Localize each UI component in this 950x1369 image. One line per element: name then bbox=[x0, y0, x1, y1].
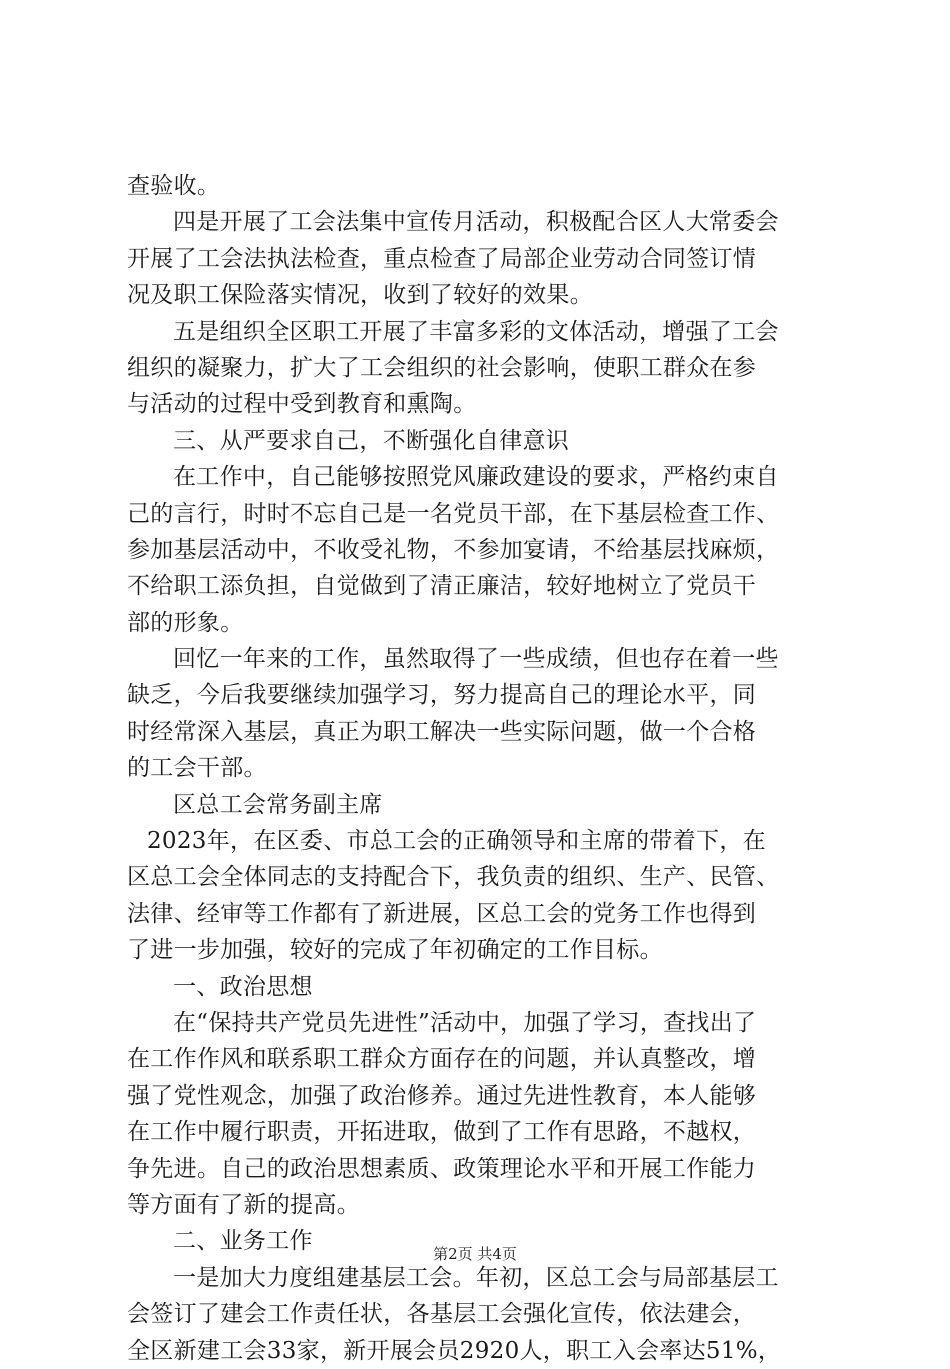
text-line: 参加基层活动中，不收受礼物，不参加宴请，不给基层找麻烦， bbox=[127, 536, 780, 563]
text-line: 况及职工保险落实情况，收到了较好的效果。 bbox=[127, 282, 593, 309]
text-line: 开展了工会法执法检查，重点检查了局部企业劳动合同签订情 bbox=[127, 245, 757, 272]
text-line: 五是组织全区职工开展了丰富多彩的文体活动，增强了工会 bbox=[173, 318, 779, 345]
text-line: 时经常深入基层，真正为职工解决一些实际问题，做一个合格 bbox=[127, 718, 757, 745]
text-line: 法律、经审等工作都有了新进展，区总工会的党务工作也得到 bbox=[127, 900, 757, 927]
section-heading: 三、从严要求自己，不断强化自律意识 bbox=[173, 427, 570, 454]
text-line: 与活动的过程中受到教育和熏陶。 bbox=[127, 391, 477, 418]
section-heading: 一、政治思想 bbox=[173, 973, 313, 1000]
text-line: 强了党性观念，加强了政治修养。通过先进性教育，本人能够 bbox=[127, 1082, 757, 1109]
text-line: 等方面有了新的提高。 bbox=[127, 1191, 360, 1218]
text-line: 了进一步加强，较好的完成了年初确定的工作目标。 bbox=[127, 937, 663, 964]
text-line: 2023年，在区委、市总工会的正确领导和主席的带着下，在 bbox=[147, 828, 766, 855]
text-line: 四是开展了工会法集中宣传月活动，积极配合区人大常委会 bbox=[173, 209, 779, 236]
text-line: 在工作中履行职责，开拓进取，做到了工作有思路，不越权， bbox=[127, 1119, 757, 1146]
text-line: 在工作中，自己能够按照党风廉政建设的要求，严格约束自 bbox=[173, 464, 779, 491]
text-line: 会签订了建会工作责任状，各基层工会强化宣传，依法建会， bbox=[127, 1301, 757, 1328]
text-line: 在“保持共产党员先进性”活动中，加强了学习，查找出了 bbox=[173, 1009, 757, 1036]
text-line: 不给职工添负担，自觉做到了清正廉洁，较好地树立了党员干 bbox=[127, 573, 757, 600]
document-title: 区总工会常务副主席 bbox=[173, 791, 383, 818]
text-line: 己的言行，时时不忘自己是一名党员干部，在下基层检查工作、 bbox=[127, 500, 780, 527]
text-line: 在工作作风和联系职工群众方面存在的问题，并认真整改，增 bbox=[127, 1046, 757, 1073]
text-line: 的工会干部。 bbox=[127, 755, 267, 782]
text-line: 组织的凝聚力，扩大了工会组织的社会影响，使职工群众在参 bbox=[127, 354, 757, 381]
text-line: 争先进。自己的政治思想素质、政策理论水平和开展工作能力 bbox=[127, 1155, 757, 1182]
body-text bbox=[127, 168, 839, 1369]
text-line: 回忆一年来的工作，虽然取得了一些成绩，但也存在着一些 bbox=[173, 646, 779, 673]
text-line: 全区新建工会33家，新开展会员2920人，职工入会率达51%， bbox=[127, 1337, 782, 1364]
page-footer: 第2页 共4页 bbox=[433, 1245, 517, 1263]
text-line: 一是加大力度组建基层工会。年初，区总工会与局部基层工 bbox=[173, 1264, 779, 1291]
text-line: 查验收。 bbox=[127, 173, 221, 199]
section-heading: 二、业务工作 bbox=[173, 1228, 313, 1255]
text-line: 缺乏，今后我要继续加强学习，努力提高自己的理论水平，同 bbox=[127, 682, 757, 709]
text-line: 部的形象。 bbox=[127, 609, 244, 636]
text-line: 区总工会全体同志的支持配合下，我负责的组织、生产、民管、 bbox=[127, 864, 780, 891]
